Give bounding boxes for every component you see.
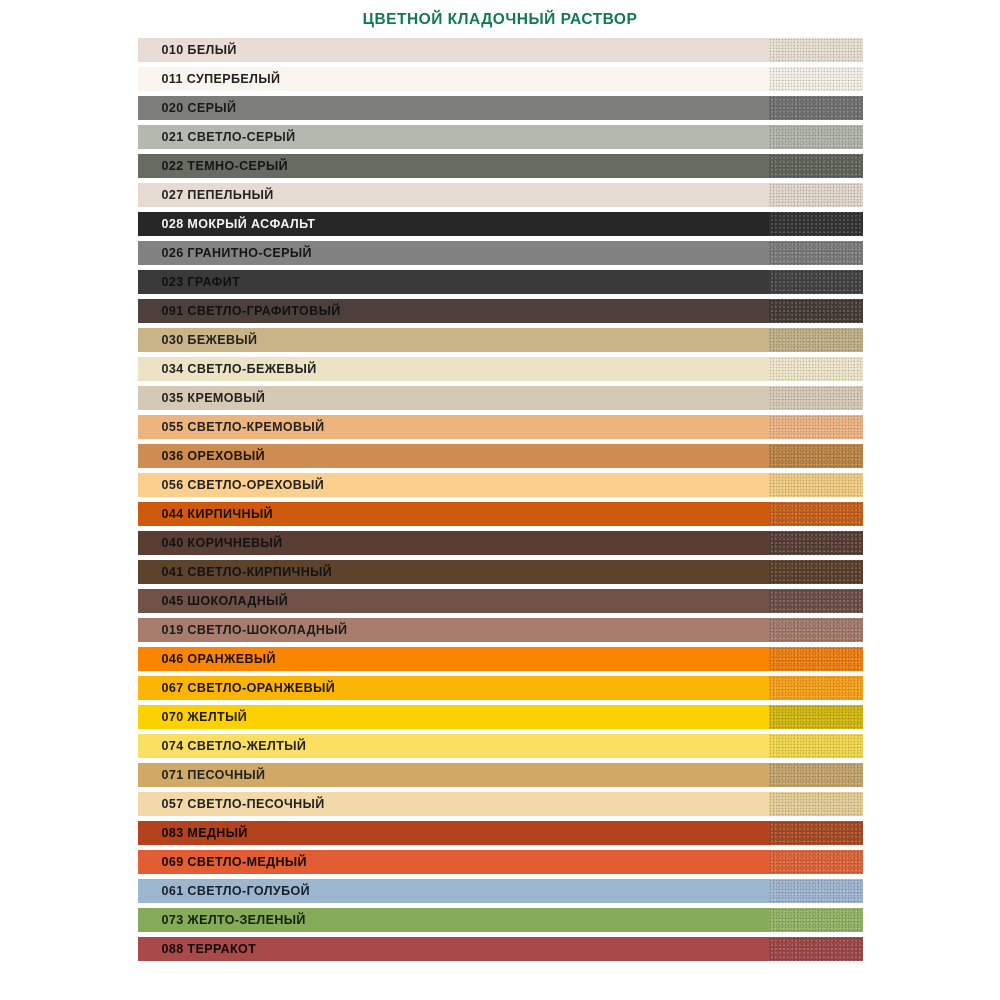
color-row-label: 074 СВЕТЛО-ЖЕЛТЫЙ: [161, 739, 307, 753]
color-texture-swatch: [769, 386, 863, 410]
color-row: [138, 734, 863, 758]
color-row-label: 036 ОРЕХОВЫЙ: [161, 449, 266, 463]
color-row: [138, 792, 863, 816]
color-row-label: 046 ОРАНЖЕВЫЙ: [161, 652, 276, 666]
color-texture-swatch: [769, 125, 863, 149]
color-texture-swatch: [769, 357, 863, 381]
color-row: [138, 618, 863, 642]
color-row-label: 022 ТЕМНО-СЕРЫЙ: [161, 159, 289, 173]
color-row: [138, 241, 863, 265]
color-texture-swatch: [769, 212, 863, 236]
color-row-label: 034 СВЕТЛО-БЕЖЕВЫЙ: [161, 362, 317, 376]
color-row-label: 026 ГРАНИТНО-СЕРЫЙ: [161, 246, 312, 260]
color-row: [138, 908, 863, 932]
color-texture-swatch: [769, 154, 863, 178]
color-texture-swatch: [769, 38, 863, 62]
color-texture-swatch: [769, 763, 863, 787]
color-row: [138, 415, 863, 439]
color-texture-swatch: [769, 676, 863, 700]
color-texture-swatch: [769, 328, 863, 352]
color-row: [138, 850, 863, 874]
color-row: [138, 473, 863, 497]
color-row: [138, 879, 863, 903]
color-row: [138, 328, 863, 352]
color-row-label: 091 СВЕТЛО-ГРАФИТОВЫЙ: [161, 304, 341, 318]
color-row: [138, 125, 863, 149]
color-texture-swatch: [769, 792, 863, 816]
color-row-label: 071 ПЕСОЧНЫЙ: [161, 768, 266, 782]
color-row: [138, 38, 863, 62]
color-row-label: 010 БЕЛЫЙ: [161, 43, 237, 57]
color-row: [138, 937, 863, 961]
color-row-label: 040 КОРИЧНЕВЫЙ: [161, 536, 283, 550]
color-row-label: 069 СВЕТЛО-МЕДНЫЙ: [161, 855, 307, 869]
color-row-label: 061 СВЕТЛО-ГОЛУБОЙ: [161, 884, 310, 898]
color-row-label: 073 ЖЕЛТО-ЗЕЛЕНЫЙ: [161, 913, 306, 927]
color-texture-swatch: [769, 502, 863, 526]
color-row-label: 057 СВЕТЛО-ПЕСОЧНЫЙ: [161, 797, 325, 811]
color-row: [138, 676, 863, 700]
color-row: [138, 589, 863, 613]
color-swatch-list: [138, 38, 863, 961]
color-row: [138, 444, 863, 468]
color-row-label: 070 ЖЕЛТЫЙ: [161, 710, 248, 724]
color-row-label: 027 ПЕПЕЛЬНЫЙ: [161, 188, 274, 202]
color-row: [138, 67, 863, 91]
color-texture-swatch: [769, 96, 863, 120]
color-row-label: 020 СЕРЫЙ: [161, 101, 237, 115]
color-texture-swatch: [769, 705, 863, 729]
color-row: [138, 96, 863, 120]
color-row-label: 011 СУПЕРБЕЛЫЙ: [161, 72, 281, 86]
page-title: ЦВЕТНОЙ КЛАДОЧНЫЙ РАСТВОР: [362, 11, 638, 28]
color-row-label: 021 СВЕТЛО-СЕРЫЙ: [161, 130, 296, 144]
color-texture-swatch: [769, 879, 863, 903]
color-texture-swatch: [769, 908, 863, 932]
color-row: [138, 386, 863, 410]
color-row: [138, 647, 863, 671]
color-row-label: 067 СВЕТЛО-ОРАНЖЕВЫЙ: [161, 681, 336, 695]
color-texture-swatch: [769, 850, 863, 874]
color-row-label: 088 ТЕРРАКОТ: [161, 942, 257, 956]
color-row-label: 045 ШОКОЛАДНЫЙ: [161, 594, 289, 608]
color-texture-swatch: [769, 473, 863, 497]
color-texture-swatch: [769, 67, 863, 91]
color-row: [138, 299, 863, 323]
color-texture-swatch: [769, 560, 863, 584]
color-row: [138, 357, 863, 381]
color-row-label: 023 ГРАФИТ: [161, 275, 241, 289]
color-row-label: 030 БЕЖЕВЫЙ: [161, 333, 258, 347]
color-row-label: 055 СВЕТЛО-КРЕМОВЫЙ: [161, 420, 325, 434]
color-texture-swatch: [769, 647, 863, 671]
color-row-label: 041 СВЕТЛО-КИРПИЧНЫЙ: [161, 565, 333, 579]
color-row-label: 019 СВЕТЛО-ШОКОЛАДНЫЙ: [161, 623, 348, 637]
color-row: [138, 270, 863, 294]
color-texture-swatch: [769, 937, 863, 961]
color-row-label: 028 МОКРЫЙ АСФАЛЬТ: [161, 217, 316, 231]
color-texture-swatch: [769, 183, 863, 207]
color-row: [138, 560, 863, 584]
color-row: [138, 212, 863, 236]
color-row: [138, 763, 863, 787]
color-row: [138, 531, 863, 555]
color-texture-swatch: [769, 444, 863, 468]
color-texture-swatch: [769, 734, 863, 758]
color-row: [138, 705, 863, 729]
color-texture-swatch: [769, 299, 863, 323]
color-texture-swatch: [769, 270, 863, 294]
color-texture-swatch: [769, 415, 863, 439]
color-texture-swatch: [769, 618, 863, 642]
color-row-label: 083 МЕДНЫЙ: [161, 826, 248, 840]
color-row: [138, 502, 863, 526]
color-row-label: 035 КРЕМОВЫЙ: [161, 391, 266, 405]
color-texture-swatch: [769, 531, 863, 555]
color-texture-swatch: [769, 821, 863, 845]
color-row: [138, 183, 863, 207]
color-texture-swatch: [769, 589, 863, 613]
color-row-label: 056 СВЕТЛО-ОРЕХОВЫЙ: [161, 478, 325, 492]
color-row: [138, 154, 863, 178]
color-row-label: 044 КИРПИЧНЫЙ: [161, 507, 273, 521]
color-texture-swatch: [769, 241, 863, 265]
color-row: [138, 821, 863, 845]
